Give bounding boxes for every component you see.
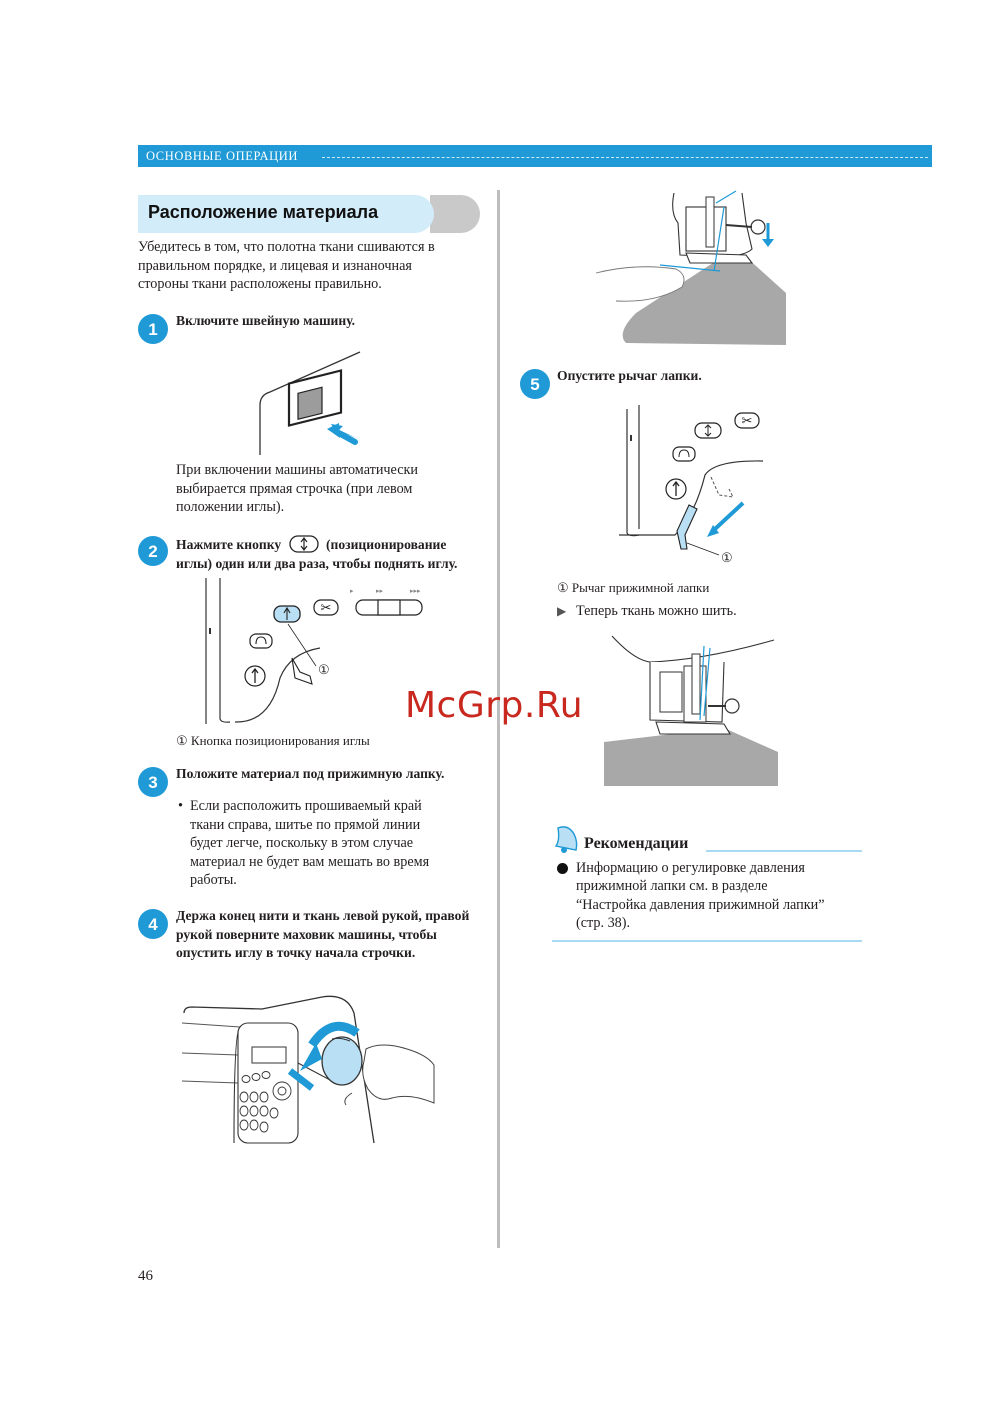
power-switch-illustration xyxy=(255,350,365,455)
tips-rule-top xyxy=(706,850,862,852)
step-number: 5 xyxy=(530,375,540,394)
control-panel-needle-button-illustration xyxy=(200,578,435,724)
step-line: Держа конец нити и ткань левой рукой, правой xyxy=(176,908,470,923)
step-3-bullet: • xyxy=(178,798,183,814)
step-number: 1 xyxy=(148,320,158,339)
step-2-text-before: Нажмите кнопку xyxy=(176,537,282,552)
needle-position-button-icon xyxy=(289,535,319,553)
step-5-instruction: Опустите рычаг лапки. xyxy=(557,368,702,383)
note-line: положении иглы). xyxy=(176,499,285,516)
section-header-label: ОСНОВНЫЕ ОПЕРАЦИИ xyxy=(146,149,298,163)
step-3-note xyxy=(190,797,429,890)
intro-line: стороны ткани расположены правильно. xyxy=(138,276,382,293)
step-number: 4 xyxy=(148,915,158,934)
tips-line: прижимной лапки см. в разделе xyxy=(576,878,768,895)
step-5-caption: ① Рычаг прижимной лапки xyxy=(557,580,710,595)
tips-line: “Настройка давления прижимной лапки” xyxy=(576,896,825,913)
note-line: материал не будет вам мешать во время xyxy=(190,853,430,870)
svg-text:▸▸▸: ▸▸▸ xyxy=(410,587,421,595)
step-number: 3 xyxy=(148,773,158,792)
step-2-text-line2: иглы) один или два раза, чтобы поднять иглу. xyxy=(176,555,458,571)
result-arrow-icon: ▶ xyxy=(557,604,567,618)
step-5-result: Теперь ткань можно шить. xyxy=(576,603,737,619)
svg-text:✂: ✂ xyxy=(741,413,753,428)
page-title: Расположение материала xyxy=(148,202,379,222)
step-line: опустить иглу в точку начала строчки. xyxy=(176,945,416,960)
tips-body xyxy=(576,859,825,933)
svg-text:▸: ▸ xyxy=(350,587,354,595)
note-line: работы. xyxy=(190,872,237,889)
step-1-note xyxy=(176,461,418,517)
presser-foot-fabric-illustration xyxy=(596,193,788,345)
step-1-instruction: Включите швейную машину. xyxy=(176,313,356,328)
note-line: Если расположить прошиваемый край xyxy=(190,798,422,814)
tips-title: Рекомендации xyxy=(584,835,689,852)
note-line: При включении машины автоматически xyxy=(176,462,418,478)
fabric-under-foot-illustration xyxy=(604,636,778,786)
callout-1: ① xyxy=(721,550,733,565)
section-header-dashes xyxy=(322,157,928,158)
step-line: рукой поверните маховик машины, чтобы xyxy=(176,926,437,942)
step-4-icon xyxy=(138,909,168,939)
watermark: McGrp.Ru xyxy=(405,685,584,726)
tips-rule-bottom xyxy=(552,940,862,942)
step-4-instruction xyxy=(176,907,469,963)
bell-icon xyxy=(552,824,580,854)
intro-paragraph xyxy=(138,238,483,294)
tips-line: (стр. 38). xyxy=(576,915,631,932)
step-number: 2 xyxy=(148,542,158,561)
step-2-icon xyxy=(138,536,168,566)
presser-foot-lever-illustration xyxy=(615,405,767,567)
step-1-icon xyxy=(138,314,168,344)
tips-line: Информацию о регулировке давления xyxy=(576,860,805,876)
handwheel-illustration xyxy=(182,993,438,1143)
step-2-instruction xyxy=(176,535,457,573)
svg-text:▸▸: ▸▸ xyxy=(376,587,384,595)
step-3-instruction: Положите материал под прижимную лапку. xyxy=(176,766,445,781)
step-5-icon xyxy=(520,369,550,399)
step-3-icon xyxy=(138,767,168,797)
tips-bullet xyxy=(557,863,568,874)
svg-text:✂: ✂ xyxy=(320,600,332,615)
note-line: выбирается прямая строчка (при левом xyxy=(176,480,413,497)
note-line: ткани справа, шитье по прямой линии xyxy=(190,816,421,833)
note-line: будет легче, поскольку в этом случае xyxy=(190,835,414,852)
title-shadow xyxy=(430,195,480,233)
intro-line: Убедитесь в том, что полотна ткани сшиваются в xyxy=(138,239,435,255)
callout-1: ① xyxy=(318,662,330,677)
intro-line: правильном порядке, и лицевая и изнаночная xyxy=(138,257,412,274)
step-2-caption: ① Кнопка позиционирования иглы xyxy=(176,733,370,748)
step-2-text-after: (позиционирование xyxy=(325,537,447,552)
page-number: 46 xyxy=(138,1268,153,1284)
